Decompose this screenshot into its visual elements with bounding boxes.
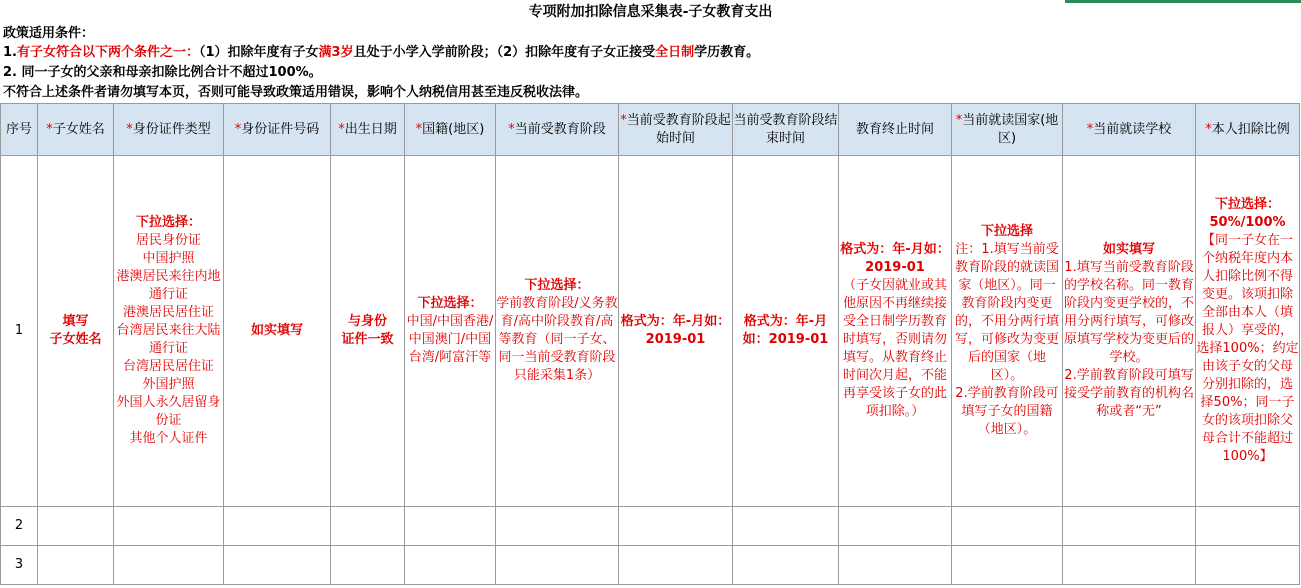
nation-head: 下拉选择： bbox=[417, 296, 483, 311]
col-header[interactable]: *身份证件号码 bbox=[224, 104, 331, 156]
cell-empty[interactable] bbox=[1063, 507, 1196, 546]
cell-empty[interactable] bbox=[839, 546, 952, 585]
policy-line-3: 不符合上述条件者请勿填写本页，否则可能导致政策适用错误，影响个人纳税信用甚至违反税收法律。 bbox=[3, 85, 589, 100]
col-header[interactable]: *当前就读学校 bbox=[1063, 104, 1196, 156]
cell-empty[interactable] bbox=[331, 507, 405, 546]
col-header[interactable]: 教育终止时间 bbox=[839, 104, 952, 156]
cell-empty[interactable] bbox=[1196, 546, 1300, 585]
cell-deduct-ratio[interactable] bbox=[1196, 156, 1300, 507]
col-header[interactable]: *子女姓名 bbox=[38, 104, 114, 156]
cell-empty[interactable] bbox=[496, 507, 619, 546]
cell-empty[interactable] bbox=[224, 507, 331, 546]
cell-id-number[interactable]: 如实填写 bbox=[224, 156, 331, 507]
cell-empty[interactable] bbox=[224, 546, 331, 585]
line1-text1: （1）扣除年度有子女 bbox=[199, 45, 319, 60]
col-header[interactable]: *国籍(地区) bbox=[405, 104, 496, 156]
idtype-head: 下拉选择： bbox=[135, 215, 201, 230]
cell-empty[interactable] bbox=[733, 546, 839, 585]
line1-prefix: 1. bbox=[3, 45, 17, 60]
cell-study-country[interactable] bbox=[952, 156, 1063, 507]
stage-list: 学前教育阶段/义务教育/高中阶段教育/高等教育（同一子女、同一当前受教育阶段只能采集1条） bbox=[496, 296, 618, 383]
cell-empty[interactable] bbox=[733, 507, 839, 546]
table-row bbox=[1, 507, 1300, 546]
cell-empty[interactable] bbox=[952, 507, 1063, 546]
col-header[interactable]: *当前受教育阶段 bbox=[496, 104, 619, 156]
col-header[interactable]: *本人扣除比例 bbox=[1196, 104, 1300, 156]
cell-start-time[interactable]: 格式为：年-月如：2019-01 bbox=[619, 156, 733, 507]
table-row bbox=[1, 546, 1300, 585]
cell-id-type[interactable] bbox=[114, 156, 224, 507]
school-head: 如实填写 bbox=[1102, 242, 1155, 257]
col-header[interactable]: *身份证件类型 bbox=[114, 104, 224, 156]
cell-birth-date[interactable]: 与身份 证件一致 bbox=[331, 156, 405, 507]
data-table bbox=[0, 103, 1300, 585]
cell-empty[interactable] bbox=[114, 507, 224, 546]
col-header[interactable]: 当前受教育阶段结束时间 bbox=[733, 104, 839, 156]
ratio-body: 【同一子女在一个纳税年度内本人扣除比例不得变更。该项扣除全部由本人（填报人）享受的，选择100%；约定由该子女的父母分别扣除的，选择50%；同一子女的该项扣除父母合计不能超过100%】 bbox=[1196, 233, 1299, 464]
header-row bbox=[1, 104, 1300, 156]
country-body: 注：1.填写当前受教育阶段的就读国家（地区）。同一教育阶段内变更的，不用分两行填写，可修改为变更后的国家（地区）。 2.学前教育阶段可填写子女的国籍（地区）。 bbox=[954, 242, 1059, 437]
cell-end-time[interactable]: 格式为：年-月 如：2019-01 bbox=[733, 156, 839, 507]
country-head: 下拉选择 bbox=[980, 224, 1033, 239]
nation-list: 中国/中国香港/中国澳门/中国台湾/阿富汗等 bbox=[406, 314, 494, 365]
cell-empty[interactable] bbox=[405, 546, 496, 585]
idtype-list: 居民身份证 中国护照 港澳居民来往内地通行证 港澳居民居住证 台湾居民来往大陆通行证 台湾居民居住证 外国护照 外国人永久居留身份证 其他个人证件 bbox=[116, 233, 221, 446]
cell-terminate-time[interactable] bbox=[839, 156, 952, 507]
col-header[interactable]: *当前受教育阶段起始时间 bbox=[619, 104, 733, 156]
policy-line-1 bbox=[3, 43, 759, 62]
terminate-body: （子女因就业或其他原因不再继续接受全日制学历教育时填写，否则请勿填写。从教育终止时间次月起，不能再享受该子女的此项扣除。） bbox=[842, 278, 947, 419]
terminate-head: 格式为：年-月如：2019-01 bbox=[840, 242, 950, 275]
cell-seq[interactable]: 2 bbox=[1, 507, 38, 546]
stage-head: 下拉选择： bbox=[524, 278, 590, 293]
line1-red3: 全日制 bbox=[655, 45, 695, 60]
cell-child-name[interactable]: 填写 子女姓名 bbox=[38, 156, 114, 507]
col-header[interactable]: 序号 bbox=[1, 104, 38, 156]
ratio-head: 下拉选择：50%/100% bbox=[1209, 197, 1286, 230]
cell-edu-stage[interactable] bbox=[496, 156, 619, 507]
cell-school[interactable] bbox=[1063, 156, 1196, 507]
cell-empty[interactable] bbox=[496, 546, 619, 585]
line1-text3: 学历教育。 bbox=[694, 45, 760, 60]
cell-empty[interactable] bbox=[38, 546, 114, 585]
cell-seq[interactable]: 3 bbox=[1, 546, 38, 585]
line1-red1: 有子女符合以下两个条件之一： bbox=[16, 45, 199, 60]
cell-empty[interactable] bbox=[405, 507, 496, 546]
cell-seq[interactable]: 1 bbox=[1, 156, 38, 507]
cell-empty[interactable] bbox=[331, 546, 405, 585]
col-header[interactable]: *当前就读国家(地区) bbox=[952, 104, 1063, 156]
cell-empty[interactable] bbox=[38, 507, 114, 546]
cell-empty[interactable] bbox=[114, 546, 224, 585]
cell-empty[interactable] bbox=[619, 546, 733, 585]
policy-heading: 政策适用条件： bbox=[3, 26, 95, 41]
line1-text2: 且处于小学入学前阶段；（2）扣除年度有子女正接受 bbox=[353, 45, 656, 60]
cell-nationality[interactable] bbox=[405, 156, 496, 507]
table-row bbox=[1, 156, 1300, 507]
sheet-title: 专项附加扣除信息采集表-子女教育支出 bbox=[528, 4, 773, 20]
school-body: 1.填写当前受教育阶段的学校名称。同一教育阶段内变更学校的，不用分两行填写，可修改原填写学校为变更后的学校。 2.学前教育阶段可填写接受学前教育的机构名称或者“无” bbox=[1063, 260, 1194, 419]
cell-empty[interactable] bbox=[839, 507, 952, 546]
cell-empty[interactable] bbox=[952, 546, 1063, 585]
col-header[interactable]: *出生日期 bbox=[331, 104, 405, 156]
policy-line-2: 2. 同一子女的父亲和母亲扣除比例合计不超过100%。 bbox=[3, 65, 322, 80]
cell-empty[interactable] bbox=[1063, 546, 1196, 585]
cell-empty[interactable] bbox=[1196, 507, 1300, 546]
cell-empty[interactable] bbox=[619, 507, 733, 546]
line1-red2: 满3岁 bbox=[318, 45, 354, 60]
